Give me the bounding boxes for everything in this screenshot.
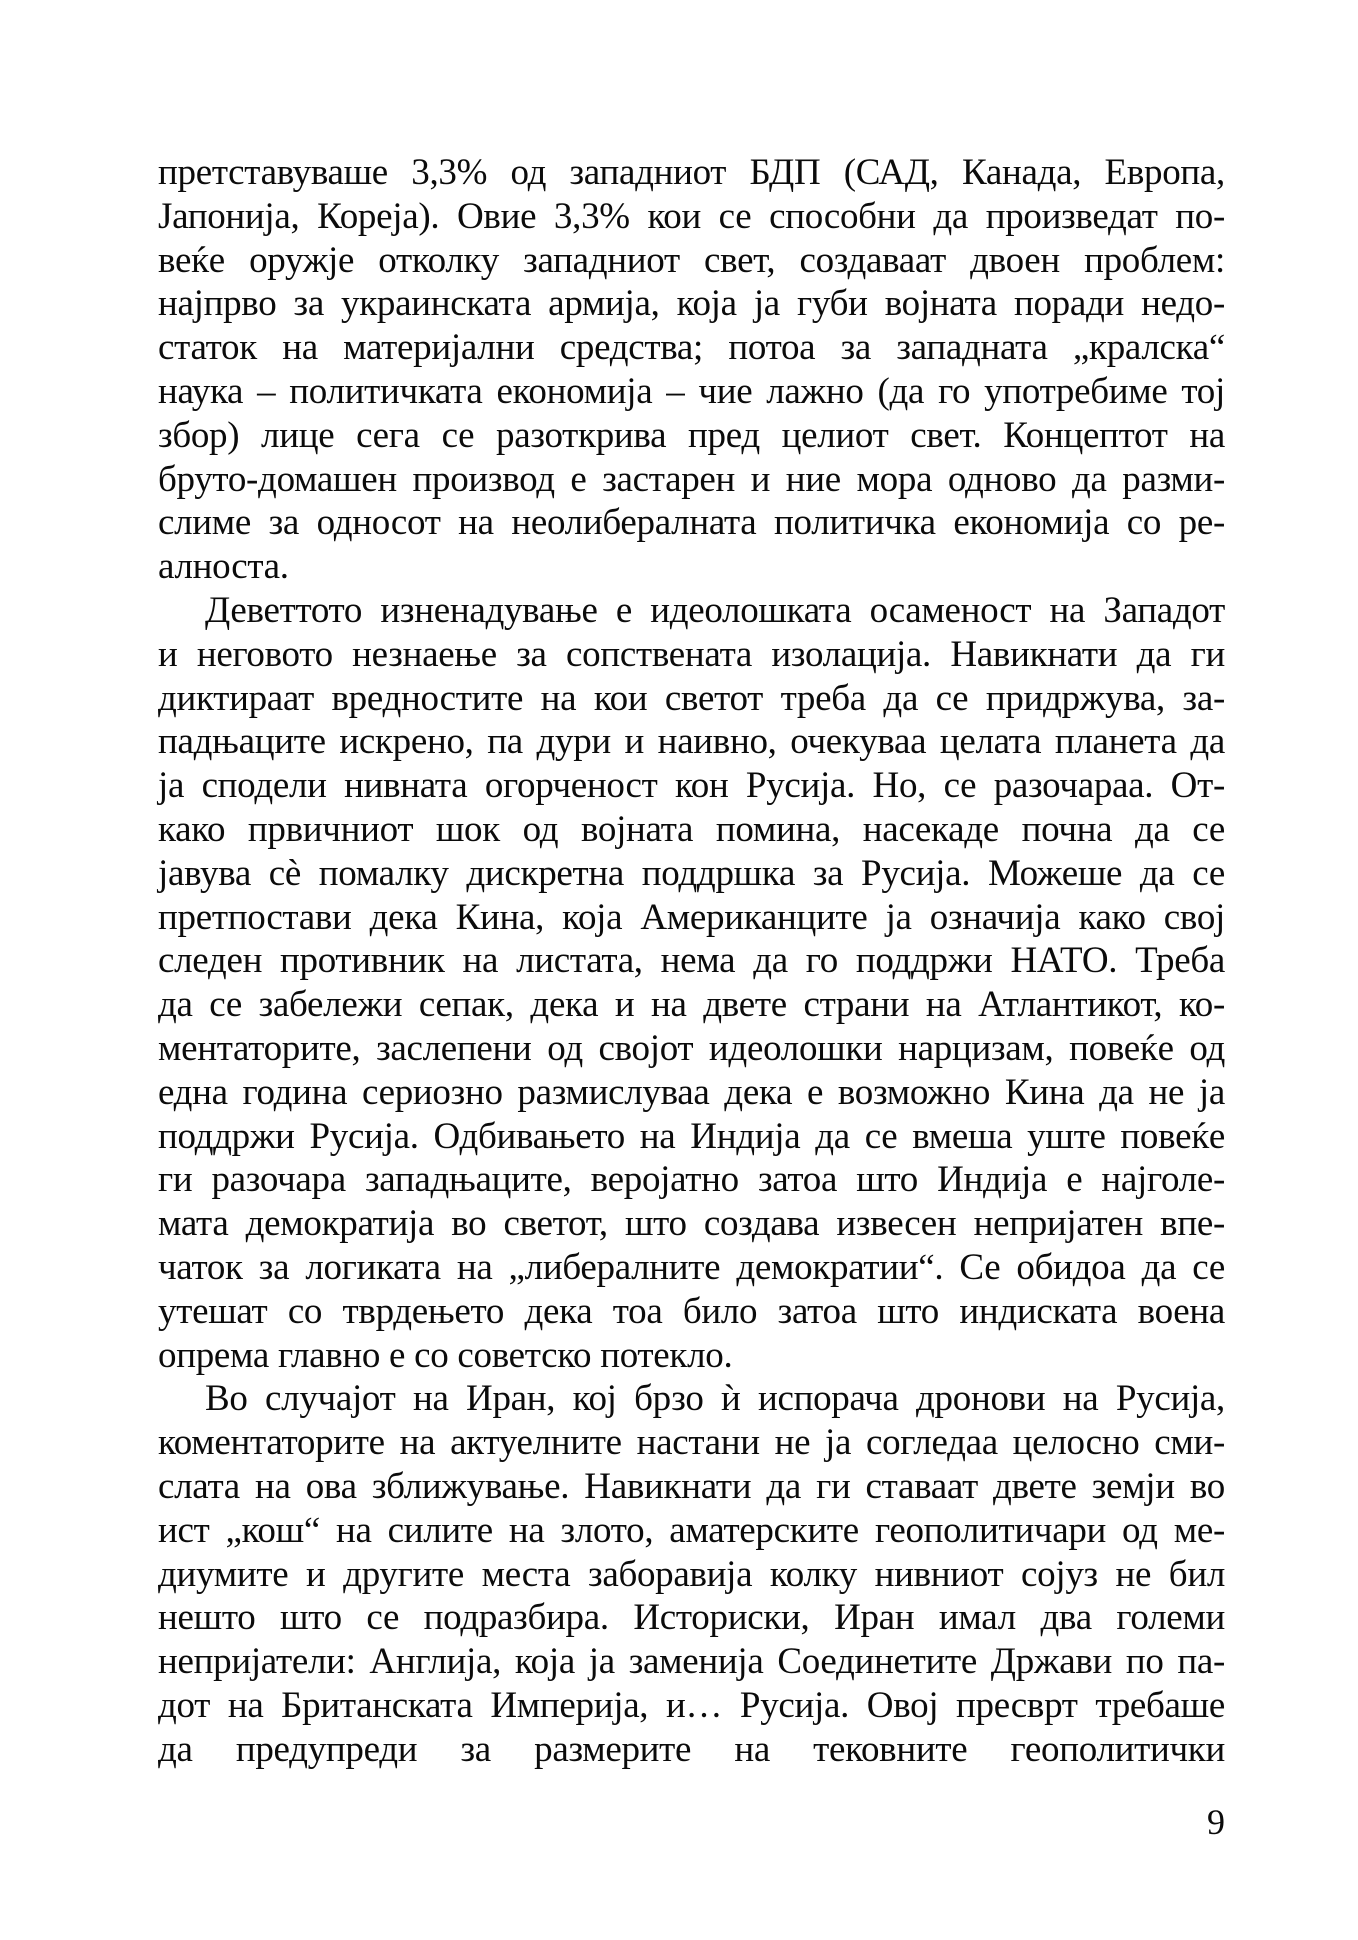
text-line: претпостави дека Кина, која Американците ја означија како свој <box>158 896 1225 938</box>
text-line: опрема главно е со советско потекло. <box>158 1334 733 1376</box>
text-line: утешат со тврдењето дека тоа било затоа што индиската воена <box>158 1290 1225 1332</box>
text-line: диумите и другите места заборавија колку нивниот сојуз не бил <box>158 1553 1225 1595</box>
text-line: да предупреди за размерите на тековните геополитички <box>158 1728 1225 1770</box>
text-line: ги разочара западњаците, веројатно затоа што Индија е најголе- <box>158 1159 1225 1201</box>
text-line: и неговото незнаење за сопствената изолација. Навикнати да ги <box>158 633 1225 675</box>
text-line: алноста. <box>158 546 289 588</box>
text-line: една година сериозно размислуваа дека е возможно Кина да не ја <box>158 1071 1225 1113</box>
text-line: ја сподели нивната огорченост кон Русија. Но, се разочараа. От- <box>158 765 1225 807</box>
text-line: поддржи Русија. Одбивањето на Индија да се вмеша уште повеќе <box>158 1115 1225 1157</box>
text-line: ментаторите, заслепени од својот идеолошки нарцизам, повеќе од <box>158 1027 1225 1069</box>
text-line: дот на Британската Империја, и… Русија. Овој пресврт требаше <box>158 1684 1225 1726</box>
text-line: наука – политичката економија – чие лажно (да го употребиме тој <box>158 370 1225 412</box>
text-line: да се забележи сепак, дека и на двете страни на Атлантикот, ко- <box>158 984 1225 1026</box>
page-text <box>158 151 1225 1771</box>
text-line: збор) лице сега се разоткрива пред целиот свет. Концептот на <box>158 414 1225 456</box>
text-line: статок на материјални средства; потоа за западната „кралска“ <box>158 327 1225 369</box>
text-line: следен противник на листата, нема да го поддржи НАТО. Треба <box>158 940 1225 982</box>
text-line: чаток за логиката на „либералните демократии“. Се обидоа да се <box>158 1246 1225 1288</box>
text-line: Деветтото изненадување е идеолошката осаменост на Западот <box>205 589 1225 631</box>
text-line: најпрво за украинската армија, која ја губи војната поради недо- <box>158 283 1225 325</box>
page-number: 9 <box>1207 1802 1225 1842</box>
text-line: слиме за односот на неолибералната политичка економија со ре- <box>158 502 1225 544</box>
text-line: ист „кош“ на силите на злото, аматерските геополитичари од ме- <box>158 1509 1225 1551</box>
text-line: мата демократија во светот, што создава извесен непријатен впе- <box>158 1203 1225 1245</box>
text-line: јавува сè помалку дискретна поддршка за Русија. Можеше да се <box>158 852 1225 894</box>
text-line: бруто-домашен производ е застарен и ние мора одново да разми- <box>158 458 1225 500</box>
paragraph <box>158 1377 1225 1771</box>
text-line: Јапонија, Кореја). Овие 3,3% кои се способни да произведат по- <box>158 195 1225 237</box>
text-line: непријатели: Англија, која ја заменија Соединетите Држави по па- <box>158 1641 1225 1683</box>
paragraph <box>158 589 1225 1377</box>
text-line: падњаците искрено, па дури и наивно, очекуваа целата планета да <box>158 721 1225 763</box>
text-line: коментаторите на актуелните настани не ја согледаа целосно сми- <box>158 1422 1225 1464</box>
text-line: слата на ова зближување. Навикнати да ги ставаат двете земји во <box>158 1465 1225 1507</box>
text-line: како првичниот шок од војната помина, насекаде почна да се <box>158 808 1225 850</box>
paragraph <box>158 151 1225 589</box>
text-line: веќе оружје отколку западниот свет, создаваат двоен проблем: <box>158 239 1225 281</box>
text-line: претставуваше 3,3% од западниот БДП (САД, Канада, Европа, <box>158 152 1225 193</box>
text-line: диктираат вредностите на кои светот треба да се придржува, за- <box>158 677 1225 719</box>
text-line: нешто што се подразбира. Историски, Иран имал два големи <box>158 1597 1225 1639</box>
text-line: Во случајот на Иран, кој брзо ѝ испорача дронови на Русија, <box>205 1378 1225 1420</box>
